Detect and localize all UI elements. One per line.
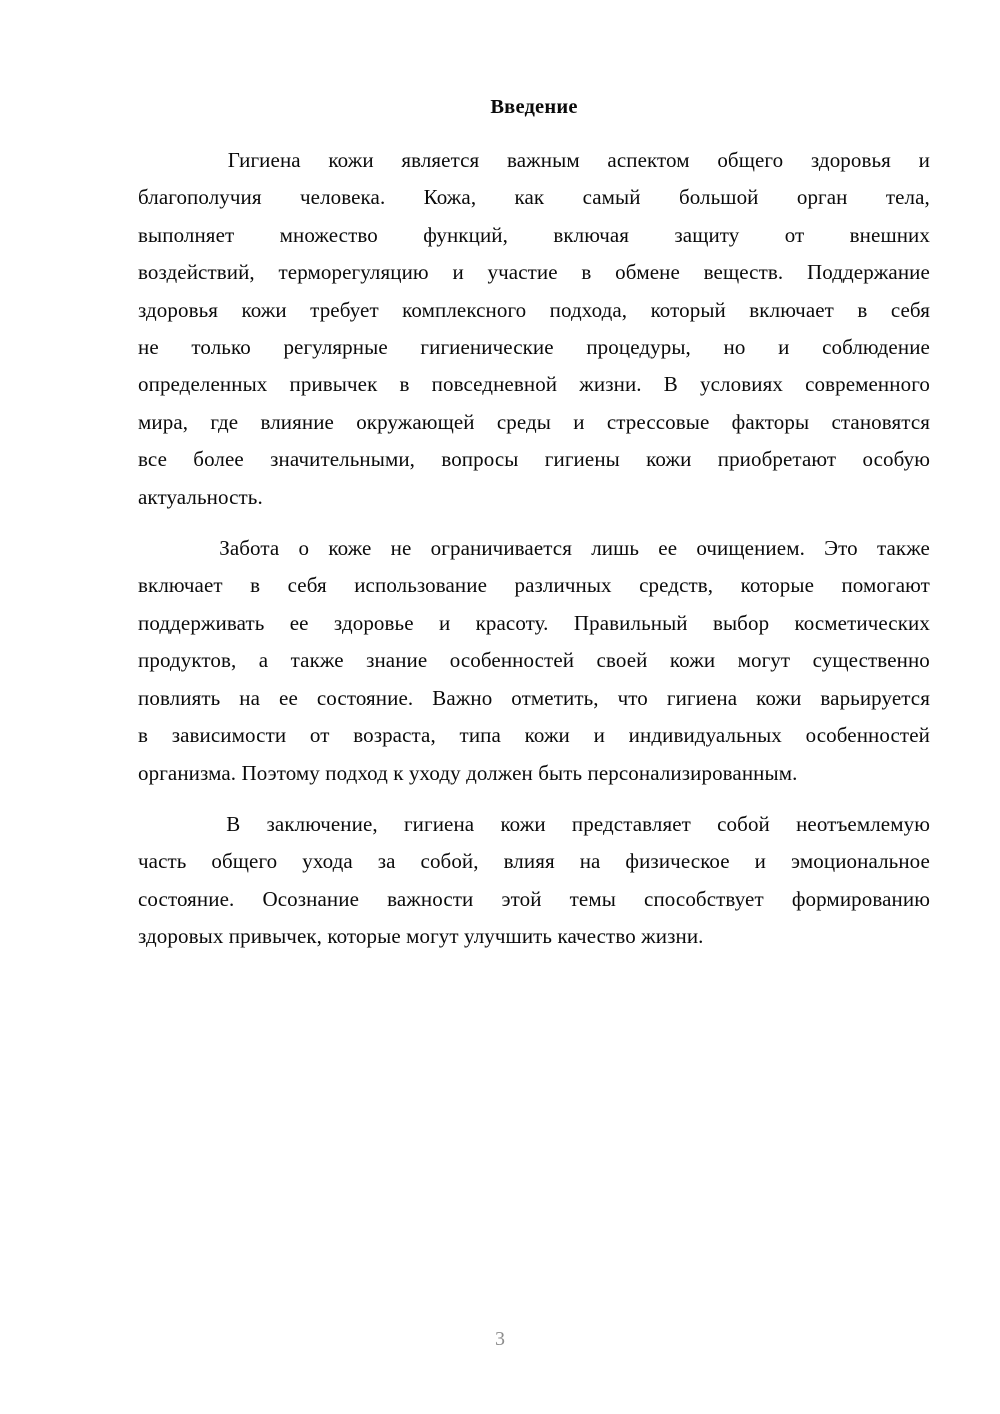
- page-number: 3: [495, 1328, 505, 1350]
- text-line: Забота о коже не ограничивается лишь ее очищением. Это также: [219, 536, 930, 561]
- text-line: состояние. Осознание важности этой темы способствует формированию: [138, 886, 930, 911]
- text-line: мира, где влияние окружающей среды и стрессовые факторы становятся: [138, 409, 930, 434]
- page-title: Введение: [490, 96, 578, 118]
- text-line: в зависимости от возраста, типа кожи и индивидуальных особенностей: [138, 723, 930, 748]
- text-line: здоровья кожи требует комплексного подхода, который включает в себя: [138, 297, 930, 322]
- text-line: не только регулярные гигиенические процедуры, но и соблюдение: [138, 335, 930, 360]
- text-line: продуктов, а также знание особенностей своей кожи могут существенно: [138, 648, 930, 673]
- text-line: определенных привычек в повседневной жизни. В условиях современного: [138, 372, 930, 397]
- text-line: часть общего ухода за собой, влияя на физическое и эмоциональное: [138, 849, 930, 874]
- text-line: актуальность.: [138, 484, 263, 509]
- document-body: [138, 142, 930, 956]
- text-line: выполняет множество функций, включая защиту от внешних: [138, 222, 930, 247]
- text-line: здоровых привычек, которые могут улучшить качество жизни.: [138, 924, 704, 949]
- text-line: включает в себя использование различных средств, которые помогают: [138, 573, 930, 598]
- text-line: В заключение, гигиена кожи представляет собой неотъемлемую: [226, 811, 930, 836]
- text-line: поддерживать ее здоровье и красоту. Правильный выбор косметических: [138, 610, 930, 635]
- text-line: воздействий, терморегуляцию и участие в обмене веществ. Поддержание: [138, 260, 930, 285]
- text-line: повлиять на ее состояние. Важно отметить, что гигиена кожи варьируется: [138, 685, 930, 710]
- text-line: Гигиена кожи является важным аспектом общего здоровья и: [227, 148, 930, 172]
- paragraph: [138, 142, 930, 516]
- text-line: все более значительными, вопросы гигиены кожи приобретают особую: [138, 447, 930, 472]
- page-content: [138, 92, 930, 956]
- text-line: благополучия человека. Кожа, как самый большой орган тела,: [138, 185, 930, 210]
- text-line: организма. Поэтому подход к уходу должен быть персонализированным.: [138, 760, 798, 785]
- paragraph: [138, 530, 930, 792]
- paragraph: [138, 806, 930, 956]
